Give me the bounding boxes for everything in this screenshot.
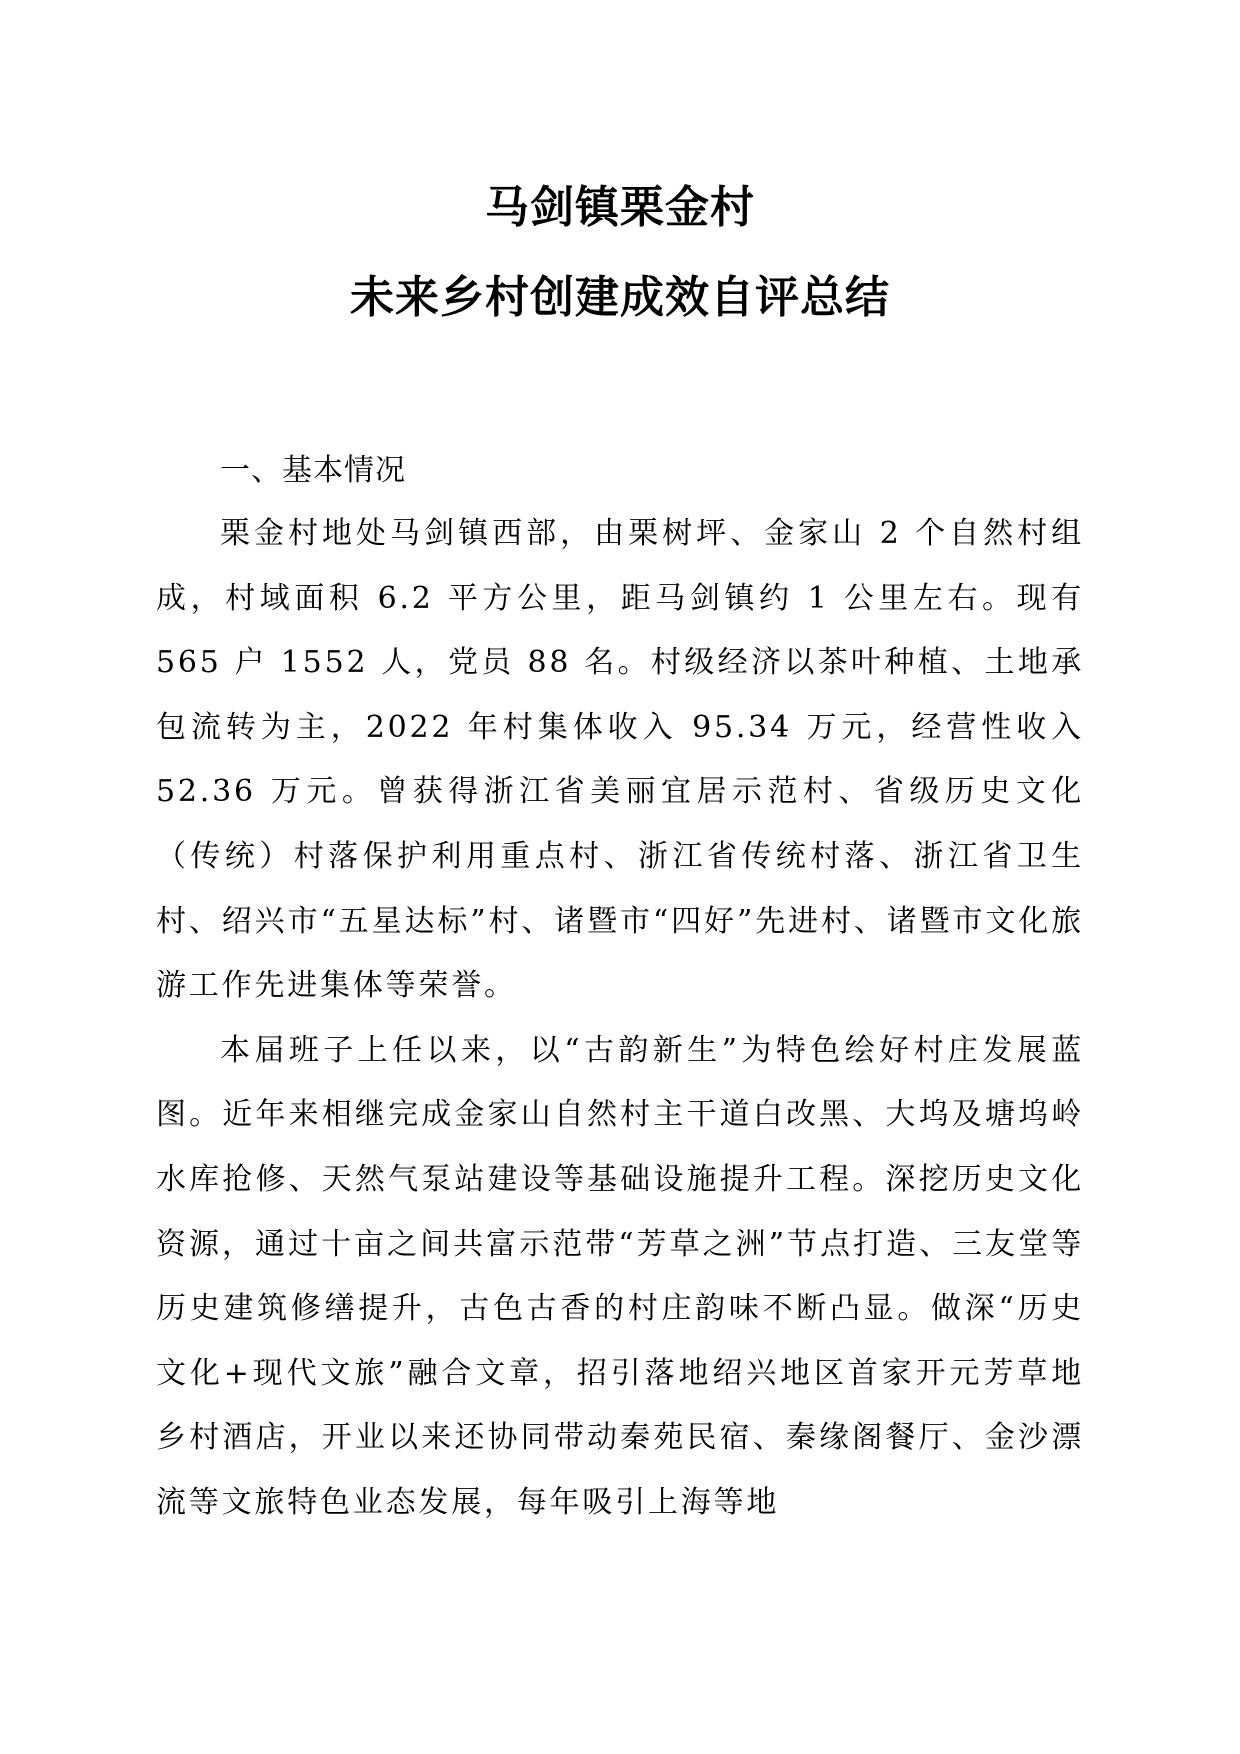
document-title-line-1: 马剑镇栗金村 <box>485 182 755 233</box>
document-title-line-2: 未来乡村创建成效自评总结 <box>350 272 890 323</box>
paragraph-development: 本届班子上任以来，以“古韵新生”为特色绘好村庄发展蓝图。近年来相继完成金家山自然村主干道白改黑、大坞及塘坞岭水库抢修、天然气泵站建设等基础设施提升工程。深挖历史文化资源，通过十亩之间共富示范带“芳草之洲”节点打造、三友堂等历史建筑修缮提升，古色古香的村庄韵味不断凸显。做深“历史文化+现代文旅”融合文章，招引落地绍兴地区首家开元芳草地乡村酒店，开业以来还协同带动秦苑民宿、秦缘阁餐厅、金沙漂流等文旅特色业态发展，每年吸引上海等地 <box>156 1032 1084 1520</box>
section-heading: 一、基本情况 <box>220 453 406 488</box>
document-body <box>156 440 1084 1536</box>
paragraph-basic-info: 栗金村地处马剑镇西部，由栗树坪、金家山 2 个自然村组成，村域面积 6.2 平方公里，距马剑镇约 1 公里左右。现有 565 户 1552 人，党员 88 名。村级经济以茶叶种植、土地承包流转为主，2022 年村集体收入 95.34 万元，经营性收入 52.36 万元。曾获得浙江省美丽宜居示范村、省级历史文化（传统）村落保护利用重点村、浙江省传统村落、浙江省卫生村、绍兴市“五星达标”村、诸暨市“四好”先进村、诸暨市文化旅游工作先进集体等荣誉。 <box>156 516 1084 1004</box>
